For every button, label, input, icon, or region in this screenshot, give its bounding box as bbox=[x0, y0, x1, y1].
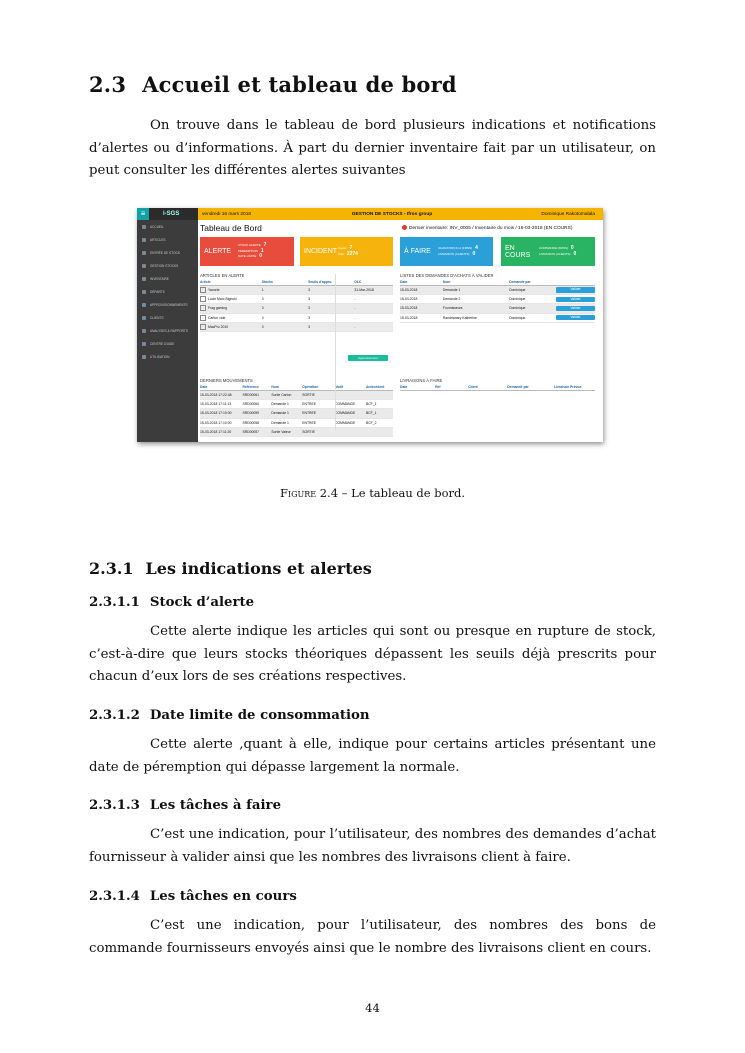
column-header: Client bbox=[468, 385, 478, 389]
sidebar-item-label: CENTRE D'AIDE bbox=[150, 341, 175, 346]
column-header: Opération bbox=[302, 385, 319, 389]
livraisons-panel bbox=[400, 378, 595, 391]
sidebar-item bbox=[137, 337, 198, 350]
sidebar-item-label: GESTION STOCKS bbox=[150, 263, 179, 268]
table-cell: Lucie Marc Bignoki bbox=[200, 296, 262, 302]
table-row bbox=[400, 295, 595, 304]
sidebar-item bbox=[137, 350, 198, 363]
table-cell: COMMANDE bbox=[335, 402, 356, 407]
table-cell: Frag gaming bbox=[200, 305, 262, 311]
table-cell: 1 bbox=[261, 288, 264, 293]
card-line-value: 0 bbox=[570, 245, 574, 251]
card-line-label: STOCK ALERTE bbox=[238, 243, 261, 248]
column-header: Date bbox=[400, 385, 408, 389]
column-header: Antécédent bbox=[365, 385, 385, 389]
table-cell: 3 bbox=[308, 324, 310, 329]
sidebar-item bbox=[137, 311, 198, 324]
card-line bbox=[338, 252, 358, 258]
sidebar-item-label: ANALYSES & RAPPORTS bbox=[150, 328, 188, 333]
approvisionner-button: Approvisionner bbox=[348, 355, 388, 361]
column-header: Article bbox=[200, 280, 211, 284]
column-header: Date bbox=[400, 280, 408, 284]
row-checkbox bbox=[200, 287, 206, 293]
sidebar-item-icon bbox=[142, 303, 146, 307]
column-header: Date bbox=[200, 385, 208, 389]
row-checkbox bbox=[200, 305, 206, 311]
card-line-label: Volé bbox=[338, 251, 344, 256]
card-en-cours bbox=[501, 237, 595, 266]
sidebar-item-label: DÉPARTS bbox=[150, 289, 165, 294]
table-cell: Dominique bbox=[509, 288, 526, 293]
sidebar-item-icon bbox=[142, 264, 146, 268]
card-lines bbox=[238, 243, 266, 260]
table-cell: 15-03-2018 bbox=[400, 297, 418, 302]
table-cell: 31-Mar-2018 bbox=[354, 288, 374, 293]
table-cell bbox=[556, 315, 595, 321]
section-title: Accueil et tableau de bord bbox=[142, 72, 457, 97]
table-cell: 15-03-2018 bbox=[400, 306, 418, 311]
card-line bbox=[539, 252, 576, 258]
sidebar-item-label: ENTRÉE DE STOCK bbox=[150, 250, 181, 255]
articles-alerte-panel bbox=[200, 273, 393, 332]
table-cell: 0 bbox=[261, 306, 264, 311]
card-line-value: 0 bbox=[472, 250, 476, 257]
table-cell: ENTRÉE bbox=[302, 402, 317, 407]
item-heading bbox=[89, 708, 370, 723]
card-line-label: PÉREMPTION bbox=[238, 248, 258, 253]
column-header: Seuils d'appro. bbox=[308, 280, 333, 284]
card-label: INCIDENT bbox=[304, 248, 338, 255]
table-row bbox=[400, 314, 595, 323]
panel-title: DERNIERS MOUVEMENTS bbox=[200, 378, 253, 383]
dashboard-main bbox=[198, 220, 603, 442]
item-number: 2.3.1.2 bbox=[89, 708, 140, 723]
table-cell: 15-03-2018 17:11:13 bbox=[200, 402, 232, 407]
table-cell: SORTIE bbox=[302, 429, 315, 434]
table-cell: Sortie Carton bbox=[271, 393, 292, 398]
table-cell: - bbox=[354, 324, 356, 329]
table-cell: - bbox=[354, 306, 356, 311]
sidebar-item-icon bbox=[142, 251, 146, 255]
panel-title: LIVRAISONS À FAIRE bbox=[400, 378, 443, 383]
last-inventory bbox=[402, 225, 572, 231]
column-header: Nom bbox=[271, 385, 279, 389]
column-header: Demandé par bbox=[509, 280, 531, 284]
card-line-value: 7 bbox=[263, 242, 267, 249]
row-checkbox bbox=[200, 315, 206, 321]
table-cell: BCF_1 bbox=[365, 402, 377, 407]
column-header: Demandé par bbox=[507, 385, 529, 389]
card-incident bbox=[300, 237, 393, 266]
card-line-value: 0 bbox=[573, 250, 577, 257]
sidebar-item-label: ACCUEIL bbox=[150, 224, 164, 229]
sidebar-item-icon bbox=[142, 225, 146, 229]
panel-title: LISTES DES DEMANDES D'ACHATS À VALIDER bbox=[400, 273, 494, 278]
figure-caption-text: – Le tableau de bord. bbox=[338, 486, 466, 500]
card-lines bbox=[438, 246, 478, 257]
table-header bbox=[400, 385, 595, 391]
card-line-label: Cassé bbox=[338, 246, 347, 250]
sidebar-item-icon bbox=[142, 355, 146, 359]
alert-dot-icon bbox=[402, 225, 407, 230]
item-paragraph: Cette alerte indique les articles qui sont ou presque en rupture de stock, c’est-à-dire que leurs stocks théoriques dépassent les seuils déjà prescrits pour chacun d’eux lors de ses créations respectives. bbox=[89, 624, 656, 684]
card-label: À FAIRE bbox=[404, 248, 431, 255]
app-logo: i-SGS bbox=[163, 211, 180, 217]
sidebar-item-icon bbox=[142, 290, 146, 294]
table-cell: Randrianary Katherine bbox=[442, 315, 477, 320]
table-cell bbox=[556, 297, 595, 303]
table-cell: SORTIE bbox=[302, 393, 315, 398]
table-cell: Sortie Valeur bbox=[271, 429, 291, 434]
card-label: ALERTE bbox=[204, 248, 232, 255]
table-row bbox=[200, 409, 393, 418]
table-row bbox=[400, 304, 595, 313]
subsection-heading bbox=[89, 559, 372, 578]
sidebar-item-label: CLIENTS bbox=[150, 315, 164, 320]
table-cell: Demande 1 bbox=[442, 288, 461, 293]
table-row bbox=[400, 286, 595, 295]
card-alerte bbox=[200, 237, 294, 266]
table-row bbox=[200, 286, 393, 295]
column-header: DLC bbox=[354, 280, 362, 284]
topbar-title: GESTION DE STOCKS - Ifros group bbox=[351, 211, 433, 217]
table-cell: Demande 1 bbox=[271, 402, 289, 407]
sidebar-item-icon bbox=[142, 316, 146, 320]
table-cell bbox=[556, 306, 595, 312]
item-title: Date limite de consommation bbox=[149, 708, 370, 723]
table-cell: COMMANDE bbox=[335, 411, 356, 416]
app-topbar bbox=[198, 208, 603, 220]
panel-divider bbox=[335, 274, 336, 430]
sidebar-item-icon bbox=[142, 277, 146, 281]
card-line-value: 2274 bbox=[346, 250, 358, 257]
column-header: Motif bbox=[335, 385, 344, 389]
table-cell: - bbox=[354, 297, 356, 302]
sidebar-item bbox=[137, 259, 198, 272]
item-number: 2.3.1.3 bbox=[89, 798, 140, 813]
table-cell: 15-03-2018 17:11:20 bbox=[200, 429, 232, 434]
sidebar-item bbox=[137, 298, 198, 311]
column-header: Réf bbox=[435, 385, 441, 389]
card-line-label: LIVRAISON (CLIENTS) bbox=[539, 251, 571, 256]
sidebar-item-label: INVENTAIRE bbox=[150, 276, 169, 281]
table-cell: 15-03-2018 17:10:00 bbox=[200, 411, 232, 416]
valider-button: Valider bbox=[556, 297, 595, 303]
card-line-label: LIVRAISON (CLIENTS) bbox=[438, 251, 470, 256]
table-cell: SRD00059 bbox=[242, 411, 260, 416]
table-cell: - bbox=[354, 315, 356, 320]
card-line-value: 1 bbox=[260, 247, 264, 254]
card-line-value: 4 bbox=[475, 245, 478, 251]
item-title: Les tâches en cours bbox=[149, 889, 297, 904]
last-inventory-text: Dernier inventaire: INV_0005 / Inventaire du mois / 16-03-2018 (EN COURS) bbox=[409, 225, 573, 231]
valider-button: Valider bbox=[556, 306, 595, 312]
column-header: Livraison Prévue bbox=[554, 385, 582, 389]
table-row bbox=[200, 419, 393, 428]
table-row bbox=[200, 314, 393, 323]
sidebar-item bbox=[137, 324, 198, 337]
sidebar-item-label: ARTICLES bbox=[150, 237, 166, 242]
item-heading bbox=[89, 798, 281, 813]
card-line bbox=[238, 254, 266, 260]
table-row bbox=[200, 391, 393, 400]
table-cell: 0 bbox=[261, 324, 264, 329]
table-cell: SRD00058 bbox=[242, 420, 260, 425]
table-cell: 15-03-2018 17:22:48 bbox=[200, 393, 232, 398]
table-cell: SRD00057 bbox=[242, 429, 260, 434]
topbar-user: Dominique Rakotomalala bbox=[541, 211, 595, 217]
sidebar-item-icon bbox=[142, 342, 146, 346]
card-line-label: COMMANDE (FRNS) bbox=[539, 246, 568, 250]
sidebar-item bbox=[137, 233, 198, 246]
row-checkbox bbox=[200, 324, 206, 330]
table-cell: Yaourts bbox=[200, 287, 262, 293]
card-line-label: DATE LIMITE bbox=[238, 254, 257, 259]
table-cell: SRD00060 bbox=[242, 402, 260, 407]
item-title: Stock d’alerte bbox=[149, 595, 255, 610]
sidebar-item bbox=[137, 272, 198, 285]
sidebar-item-label: APPROVISIONNEMENTS bbox=[150, 302, 188, 307]
table-row bbox=[200, 295, 393, 304]
sidebar-item bbox=[137, 246, 198, 259]
demandes-panel bbox=[400, 273, 595, 323]
sidebar-item bbox=[137, 285, 198, 298]
table-cell: MacPro 2010 bbox=[200, 324, 262, 330]
card-line-label: VALIDATION D.A (FRNS) bbox=[438, 246, 473, 250]
figure-caption bbox=[0, 486, 745, 500]
table-cell: SRD00061 bbox=[242, 393, 260, 398]
page-number: 44 bbox=[365, 1001, 380, 1015]
table-cell: Demande 1 bbox=[271, 411, 289, 416]
table-cell: BCF_2 bbox=[365, 420, 377, 425]
card-label: EN COURS bbox=[505, 244, 531, 259]
dashboard-title: Tableau de Bord bbox=[200, 223, 262, 233]
card-lines bbox=[338, 246, 358, 257]
column-header: Nom bbox=[442, 280, 451, 284]
table-row bbox=[200, 400, 393, 409]
table-cell: Demande 2 bbox=[442, 297, 461, 302]
table-cell: Demande 1 bbox=[271, 420, 289, 425]
table-cell: 15-03-2018 17:10:00 bbox=[200, 420, 232, 425]
table-row bbox=[200, 304, 393, 313]
section-number: 2.3 bbox=[89, 72, 127, 97]
table-cell: ENTRÉE bbox=[302, 420, 317, 425]
table-cell: 0 bbox=[261, 297, 264, 302]
item-paragraph: C’est une indication, pour l’utilisateur, des nombres des demandes d’achat fournisseur à valider ainsi que les nombres des livraisons client à faire. bbox=[89, 827, 656, 865]
sidebar-item bbox=[137, 220, 198, 233]
column-header bbox=[556, 280, 595, 284]
column-header: Stocks bbox=[261, 280, 273, 284]
table-cell: BCF_1 bbox=[365, 411, 377, 416]
section-heading bbox=[89, 72, 457, 97]
item-heading bbox=[89, 595, 254, 610]
table-cell: Dominique bbox=[509, 315, 526, 320]
column-header: Référence bbox=[242, 385, 259, 389]
figure-label: Figure 2.4 bbox=[279, 486, 339, 500]
dashboard-screenshot bbox=[137, 208, 603, 442]
subsection-number: 2.3.1 bbox=[89, 559, 134, 578]
subsection-title: Les indications et alertes bbox=[145, 559, 372, 578]
item-paragraph: C’est une indication, pour l’utilisateur, des nombres des bons de commande fournisseurs envoyés ainsi que le nombre des livraisons client en cours. bbox=[89, 918, 656, 956]
menu-icon: ≡ bbox=[137, 208, 149, 220]
sidebar-header bbox=[137, 208, 198, 220]
table-row bbox=[200, 323, 393, 332]
table-cell: 3 bbox=[308, 306, 310, 311]
item-paragraph: Cette alerte ,quant à elle, indique pour certains articles présentant une date de péremption qui dépasse largement la normale. bbox=[89, 737, 656, 775]
table-cell: 3 bbox=[308, 315, 310, 320]
card-line-value: 7 bbox=[349, 245, 353, 251]
intro-paragraph: On trouve dans le tableau de bord plusieurs indications et notifications d’alertes ou d’informations. À part du dernier inventaire fait par un utilisateur, on peut consulter les différentes alertes suivantes bbox=[89, 118, 656, 178]
sidebar-menu bbox=[137, 220, 198, 363]
card-line-value: 0 bbox=[259, 253, 263, 260]
table-cell: Dominique bbox=[509, 297, 526, 302]
table-cell: 3 bbox=[308, 288, 310, 293]
item-title: Les tâches à faire bbox=[149, 798, 282, 813]
mouvements-panel bbox=[200, 378, 393, 437]
item-number: 2.3.1.4 bbox=[89, 889, 140, 904]
sidebar-item-label: UTILISATION bbox=[150, 354, 170, 359]
row-checkbox bbox=[200, 296, 206, 302]
panel-title: ARTICLES EN ALERTE bbox=[200, 273, 245, 278]
card-a-faire bbox=[400, 237, 493, 266]
table-cell bbox=[556, 287, 595, 293]
table-cell: ENTRÉE bbox=[302, 411, 317, 416]
table-cell: Dominique bbox=[509, 306, 526, 311]
app-sidebar bbox=[137, 208, 198, 442]
table-cell: COMMANDE bbox=[335, 420, 356, 425]
sidebar-item-icon bbox=[142, 329, 146, 333]
valider-button: Valider bbox=[556, 315, 595, 321]
card-lines bbox=[539, 246, 576, 257]
topbar-date: vendredi 16 mars 2018 bbox=[202, 211, 252, 217]
table-cell: 0 bbox=[261, 315, 264, 320]
card-line bbox=[438, 252, 478, 258]
sidebar-item-icon bbox=[142, 238, 146, 242]
table-cell: 3 bbox=[308, 297, 310, 302]
valider-button: Valider bbox=[556, 287, 595, 293]
table-cell: Fournisseurs bbox=[442, 306, 463, 311]
table-cell: 15-03-2018 bbox=[400, 288, 418, 293]
item-number: 2.3.1.1 bbox=[89, 595, 140, 610]
table-cell: Carton vide bbox=[200, 315, 262, 321]
item-heading bbox=[89, 889, 297, 904]
table-cell: 15-03-2018 bbox=[400, 315, 418, 320]
table-row bbox=[200, 428, 393, 437]
